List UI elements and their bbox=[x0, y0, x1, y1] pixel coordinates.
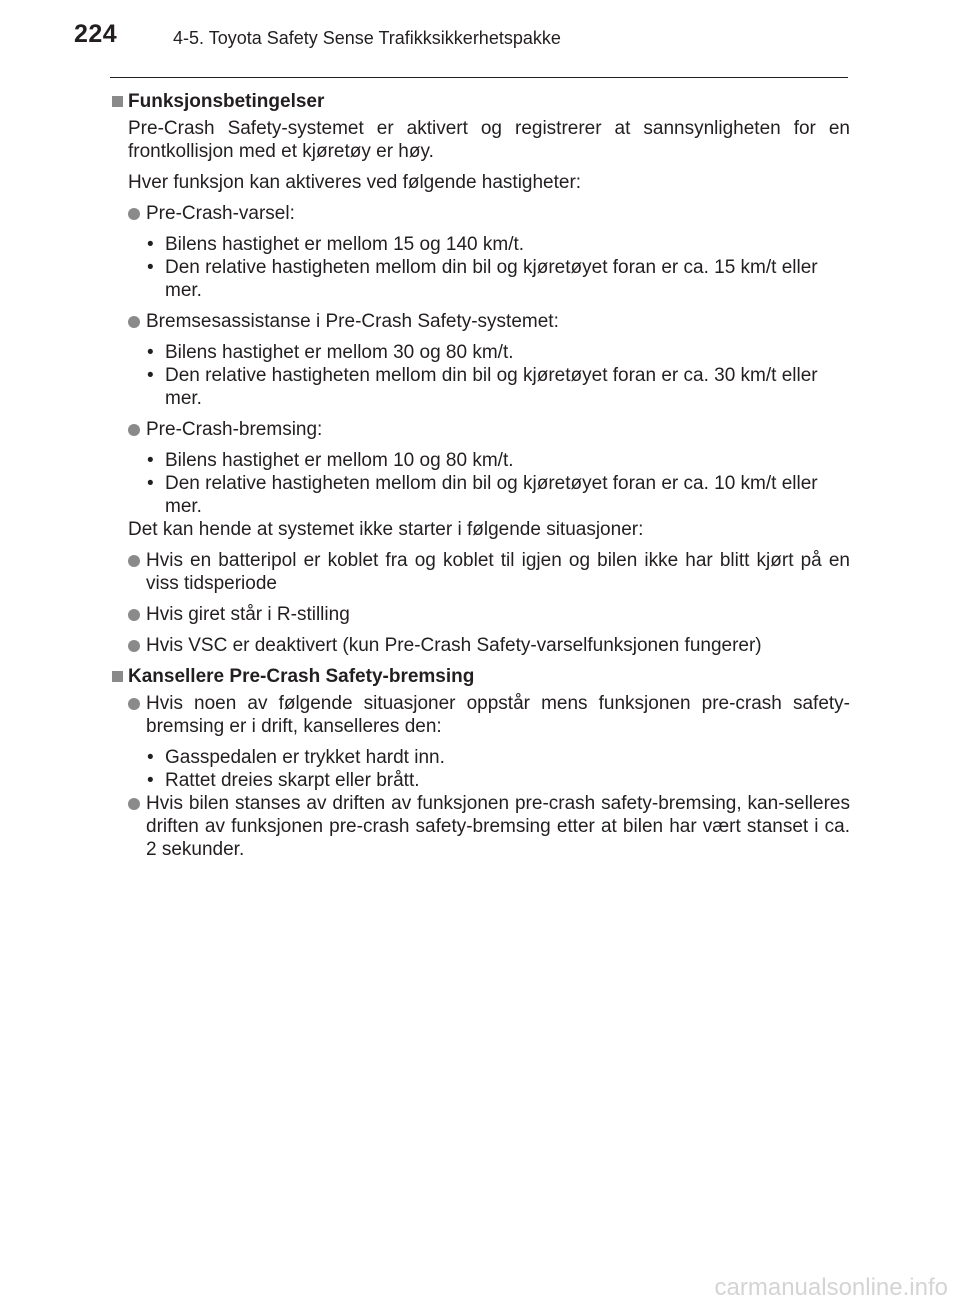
circle-bullet-icon bbox=[128, 316, 140, 328]
sub-list bbox=[110, 341, 850, 410]
circle-bullet-icon bbox=[128, 208, 140, 220]
watermark: carmanualsonline.info bbox=[714, 1274, 948, 1301]
page-content bbox=[110, 88, 850, 869]
section-heading-funksjonsbetingelser: Funksjonsbetingelser bbox=[110, 90, 850, 113]
circle-bullet-icon bbox=[128, 698, 140, 710]
list-item: Pre-Crash-bremsing: bbox=[110, 418, 850, 441]
paragraph-intro: Pre-Crash Safety-systemet er aktivert og registrerer at sannsynligheten for en frontkollisjon med et kjøretøy er høy. bbox=[128, 118, 850, 162]
circle-bullet-icon bbox=[128, 798, 140, 810]
paragraph-speeds-intro: Hver funksjon kan aktiveres ved følgende hastigheter: bbox=[128, 172, 582, 193]
circle-bullet-icon bbox=[128, 609, 140, 621]
paragraph-not-start-intro: Det kan hende at systemet ikke starter i følgende situasjoner: bbox=[128, 519, 644, 540]
list-item: Hvis bilen stanses av driften av funksjonen pre-crash safety-bremsing, kan-selleres driften av funksjonen pre-crash safety-bremsing etter at bilen har vært stanset i ca. 2 sekunder. bbox=[110, 792, 850, 861]
sub-list-item: • Den relative hastigheten mellom din bil og kjøretøyet foran er ca. 15 km/t eller mer. bbox=[147, 257, 818, 301]
list-item: Hvis noen av følgende situasjoner oppstår mens funksjonen pre-crash safety-bremsing er i drift, kanselleres den: bbox=[110, 692, 850, 738]
sub-list-item: • Bilens hastighet er mellom 30 og 80 km/t. bbox=[147, 342, 514, 363]
list-item: Bremsesassistanse i Pre-Crash Safety-systemet: bbox=[110, 310, 850, 333]
list-item: Hvis giret står i R-stilling bbox=[110, 603, 850, 626]
header-rule bbox=[110, 77, 848, 78]
list-item: Pre-Crash-varsel: bbox=[110, 202, 850, 225]
page-number: 224 bbox=[74, 20, 118, 48]
list-item: Hvis en batteripol er koblet fra og koblet til igjen og bilen ikke har blitt kjørt på en viss tidsperiode bbox=[110, 549, 850, 595]
page-header bbox=[0, 0, 960, 60]
sub-list bbox=[110, 746, 850, 792]
section-heading-kansellere: Kansellere Pre-Crash Safety-bremsing bbox=[110, 665, 850, 688]
sub-list bbox=[110, 449, 850, 518]
sub-list-item: • Gasspedalen er trykket hardt inn. bbox=[147, 747, 445, 768]
circle-bullet-icon bbox=[128, 640, 140, 652]
sub-list-item: • Rattet dreies skarpt eller brått. bbox=[147, 770, 420, 791]
square-bullet-icon bbox=[112, 96, 123, 107]
sub-list-item: • Den relative hastigheten mellom din bil og kjøretøyet foran er ca. 10 km/t eller mer. bbox=[147, 473, 818, 517]
sub-list-item: • Den relative hastigheten mellom din bil og kjøretøyet foran er ca. 30 km/t eller mer. bbox=[147, 365, 818, 409]
circle-bullet-icon bbox=[128, 424, 140, 436]
sub-list-item: • Bilens hastighet er mellom 10 og 80 km/t. bbox=[147, 450, 514, 471]
list-item: Hvis VSC er deaktivert (kun Pre-Crash Safety-varselfunksjonen fungerer) bbox=[110, 634, 850, 657]
chapter-title: 4-5. Toyota Safety Sense Trafikksikkerhetspakke bbox=[173, 28, 561, 48]
circle-bullet-icon bbox=[128, 555, 140, 567]
square-bullet-icon bbox=[112, 671, 123, 682]
sub-list bbox=[110, 233, 850, 302]
sub-list-item: • Bilens hastighet er mellom 15 og 140 km/t. bbox=[147, 234, 525, 255]
